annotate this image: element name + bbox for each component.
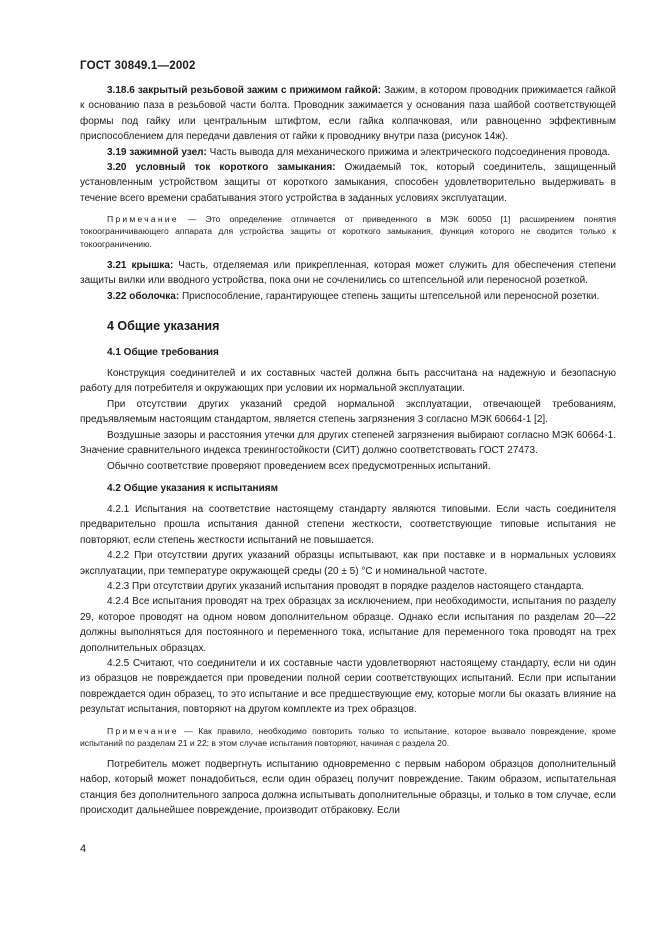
definition: Часть вывода для механического прижима и электрического подсоединения провода. bbox=[206, 146, 611, 158]
clause-3-21 bbox=[80, 258, 616, 289]
clause-4-2-4: 4.2.4 Все испытания проводят на трех образцах за исключением, при необходимости, испытания по разделу 29, которое проводят на одном новом дополнительном образце. Однако если испытания по разделам 20—22 должны выполняться для постоянного и переменного тока, испытание для переменного тока проводят на трех дополнительных образцах. bbox=[80, 596, 616, 654]
note-2 bbox=[80, 725, 616, 749]
page-number: 4 bbox=[80, 843, 87, 855]
paragraph: Воздушные зазоры и расстояния утечки для других степеней загрязнения выбирают согласно МЭК 60664-1. Значение сравнительного индекса трекингостойкости (СИТ) должно соответствовать ГОСТ 27473. bbox=[80, 429, 616, 457]
paragraph: Конструкция соединителей и их составных частей должна быть рассчитана на надежную и безопасную работу для потребителя и окружающих при условии их нормальной эксплуатации. bbox=[80, 368, 616, 395]
paragraph: Потребитель может подвергнуть испытанию одновременно с первым набором образцов дополнительный набор, который может понадобиться, если один образец получит повреждение. Таким образом, испытательная станция без дополнительного запроса должна испытывать дополнительные образцы, и только в том случае, если происходит дальнейшее повреждение, производит отбраковку. Если bbox=[80, 759, 616, 817]
document-body bbox=[80, 83, 616, 819]
paragraph: При отсутствии других указаний средой нормальной эксплуатации, отвечающей требованиям, предъявляемым настоящим стандартом, является степень загрязнения 3 согласно МЭК 60664-1 [2]. bbox=[80, 398, 616, 426]
subsection-4-1-heading: 4.1 Общие требования bbox=[107, 347, 219, 359]
definition: Зажим, в котором проводник прижимается гайкой к основанию паза в резьбовой части болта. Проводник зажимается у основания паза шайбой соответствующей формы под гайку или центральным штифтом, если гайка колпачковая, или равноценно эффективным приспособлением для передачи давления от гайки к проводнику внутри паза (рисунок 14ж). bbox=[80, 85, 616, 143]
note-text: — Это определение отличается от приведенного в МЭК 60050 [1] расширением понятия токоограничивающего аппарата для устройства защиты от короткого замыкания, функция которого не сводится только к токоограничению. bbox=[80, 214, 616, 249]
paragraph: Обычно соответствие проверяют проведением всех предусмотренных испытаний. bbox=[107, 460, 491, 472]
definition: Часть, отделяемая или прикрепленная, которая может служить для обеспечения степени защиты вилки или вводного устройства, пока они не сочленились со штепсельной или переносной розеткой. bbox=[80, 259, 616, 287]
clause-3-19 bbox=[80, 145, 616, 160]
clause-4-2-2: 4.2.2 При отсутствии других указаний образцы испытывают, как при поставке и в нормальных условиях эксплуатации, при температуре окружающей среды (20 ± 5) °C и номинальной частоте. bbox=[80, 550, 616, 577]
note-1 bbox=[80, 213, 616, 250]
note-label: Примечание bbox=[107, 725, 179, 736]
term: 3.20 условный ток короткого замыкания: bbox=[107, 162, 336, 174]
definition: Приспособление, гарантирующее степень защиты штепсельной или переносной розетки. bbox=[179, 290, 600, 302]
term: 3.18.6 закрытый резьбовой зажим с прижимом гайкой: bbox=[107, 85, 382, 96]
clause-4-2-5: 4.2.5 Считают, что соединители и их составные части удовлетворяют настоящему стандарту, если ни один из образцов не повреждается при проведении полной серии соответствующих испытаний. Если при испытании повреждается один образец, то это испытание и все предшествующие ему, которые могли бы оказать влияние на результат испытания, повторяют на другом комплекте из трех образцов. bbox=[80, 657, 616, 716]
subsection-4-2-heading: 4.2 Общие указания к испытаниям bbox=[107, 482, 278, 494]
note-text: — Как правило, необходимо повторить только то испытание, которое вызвало повреждение, кроме испытаний по разделам 21 и 22; в этом случае испытания повторяют, начиная с раздела 20. bbox=[80, 725, 616, 748]
clause-4-2-1: 4.2.1 Испытания на соответствие настоящему стандарту являются типовыми. Если часть соединителя предварительно прошла испытания данной степени жесткости, соответствующие типовые испытания не повторяют, если степень жесткости испытаний не повышается. bbox=[80, 503, 616, 546]
clause-4-2-3: 4.2.3 При отсутствии других указаний испытания проводят в порядке разделов настоящего стандарта. bbox=[107, 580, 585, 592]
clause-3-22 bbox=[80, 289, 616, 304]
clause-3-20 bbox=[80, 160, 616, 206]
clause-3-18-6 bbox=[80, 83, 616, 145]
document-header: ГОСТ 30849.1—2002 bbox=[80, 60, 196, 72]
section-4-heading: 4 Общие указания bbox=[107, 319, 220, 334]
term: 3.22 оболочка: bbox=[107, 290, 180, 302]
term: 3.21 крышка: bbox=[107, 259, 174, 271]
term: 3.19 зажимной узел: bbox=[107, 146, 207, 158]
note-label: Примечание bbox=[107, 214, 179, 225]
definition: Ожидаемый ток, который соединитель, защищенный установленным устройством защиты от короткого замыкания, способен удовлетворительно выдерживать в течение всего времени срабатывания этого устройства в заданных условиях эксплуатации. bbox=[80, 162, 617, 204]
